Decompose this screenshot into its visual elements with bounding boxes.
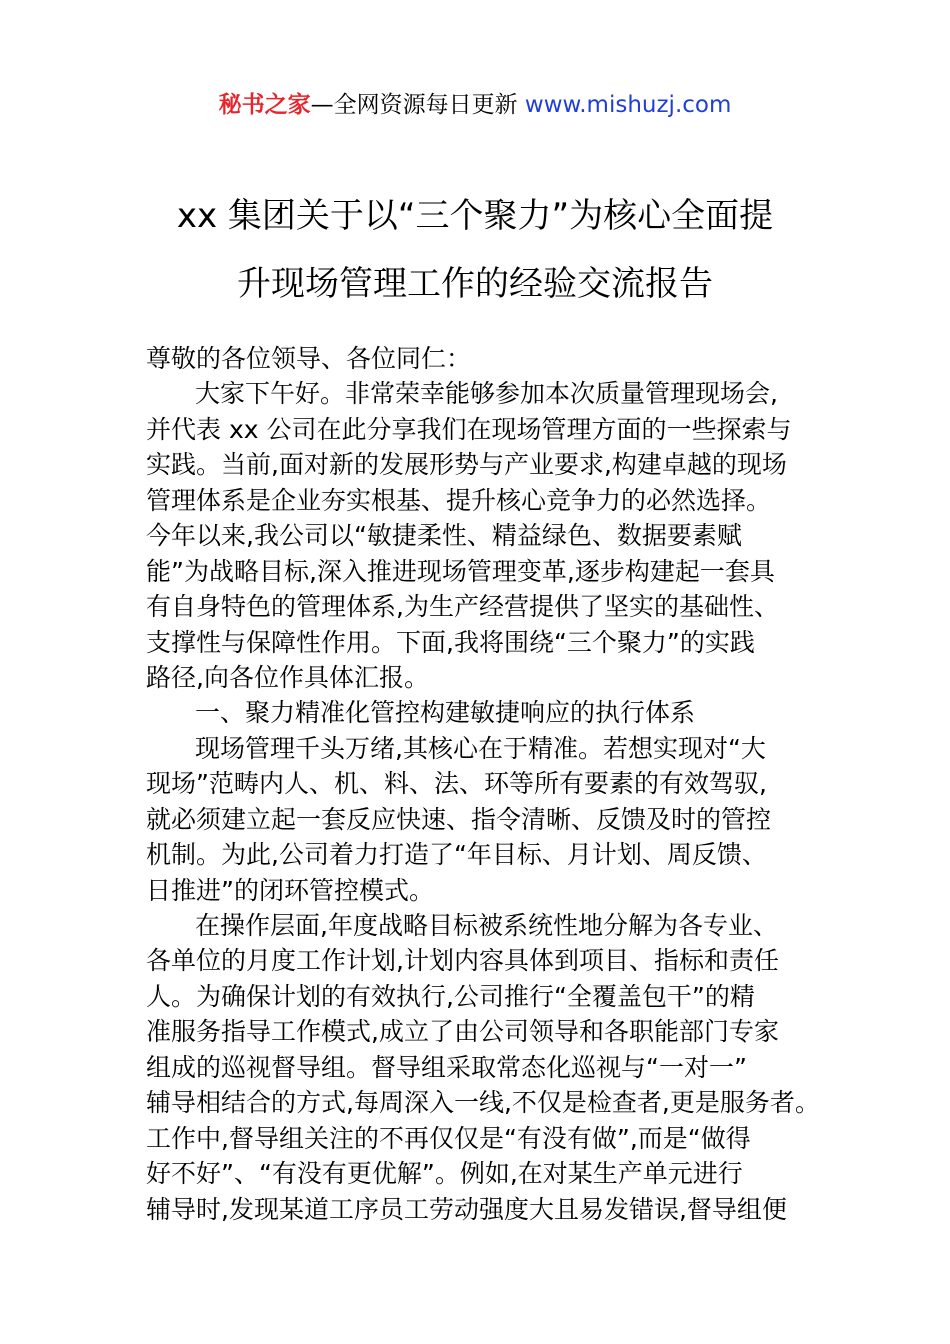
document-body [146, 341, 818, 1227]
body-line: 能”为战略目标,深入推进现场管理变革,逐步构建起一套具 [146, 556, 775, 586]
body-line: 今年以来,我公司以“敏捷柔性、精益绿色、数据要素赋 [146, 521, 742, 551]
document-title [100, 182, 850, 318]
body-line: 辅导时,发现某道工序员工劳动强度大且易发错误,督导组便 [146, 1194, 787, 1224]
header-tagline: —全网资源每日更新 [310, 92, 518, 118]
body-line: 准服务指导工作模式,成立了由公司领导和各职能部门专家 [146, 1017, 779, 1047]
body-line: 大家下午好。非常荣幸能够参加本次质量管理现场会, [195, 379, 778, 409]
body-line: 管理体系是企业夯实根基、提升核心竞争力的必然选择。 [146, 485, 772, 515]
title-line-1: xx 集团关于以“三个聚力”为核心全面提 [176, 196, 774, 236]
body-line: 好不好”、“有没有更优解”。例如,在对某生产单元进行 [146, 1159, 743, 1189]
body-line: 现场”范畴内人、机、料、法、环等所有要素的有效驾驭, [146, 769, 767, 799]
body-line: 各单位的月度工作计划,计划内容具体到项目、指标和责任 [146, 946, 779, 976]
site-url-link[interactable]: www.mishuzj.com [524, 92, 732, 118]
site-name: 秘书之家 [218, 92, 311, 118]
body-line: 现场管理千头万绪,其核心在于精准。若想实现对“大 [195, 733, 766, 763]
body-line: 路径,向各位作具体汇报。 [146, 662, 429, 692]
body-line: 就必须建立起一套反应快速、指令清晰、反馈及时的管控 [146, 804, 772, 834]
body-line: 辅导相结合的方式,每周深入一线,不仅是检查者,更是服务者。 [146, 1088, 820, 1118]
body-line: 支撑性与保障性作用。下面,我将围绕“三个聚力”的实践 [146, 627, 755, 657]
body-line: 在操作层面,年度战略目标被系统性地分解为各专业、 [195, 911, 778, 940]
body-line: 机制。为此,公司着力打造了“年目标、月计划、周反馈、 [146, 840, 767, 870]
body-line: 有自身特色的管理体系,为生产经营提供了坚实的基础性、 [146, 592, 779, 622]
title-line-2: 升现场管理工作的经验交流报告 [237, 264, 713, 304]
body-line: 工作中,督导组关注的不再仅仅是“有没有做”,而是“做得 [146, 1123, 751, 1153]
body-line: 一、聚力精准化管控构建敏捷响应的执行体系 [195, 698, 696, 728]
body-line: 组成的巡视督导组。督导组采取常态化巡视与“一对一” [146, 1052, 747, 1082]
body-line: 实践。当前,面对新的发展形势与产业要求,构建卓越的现场 [146, 450, 787, 480]
site-header [0, 88, 950, 122]
body-line: 人。为确保计划的有效执行,公司推行“全覆盖包干”的精 [146, 981, 755, 1011]
body-line: 尊敬的各位领导、各位同仁： [146, 344, 472, 373]
body-line: 并代表 xx 公司在此分享我们在现场管理方面的一些探索与 [146, 414, 792, 444]
body-line: 日推进”的闭环管控模式。 [146, 875, 434, 905]
